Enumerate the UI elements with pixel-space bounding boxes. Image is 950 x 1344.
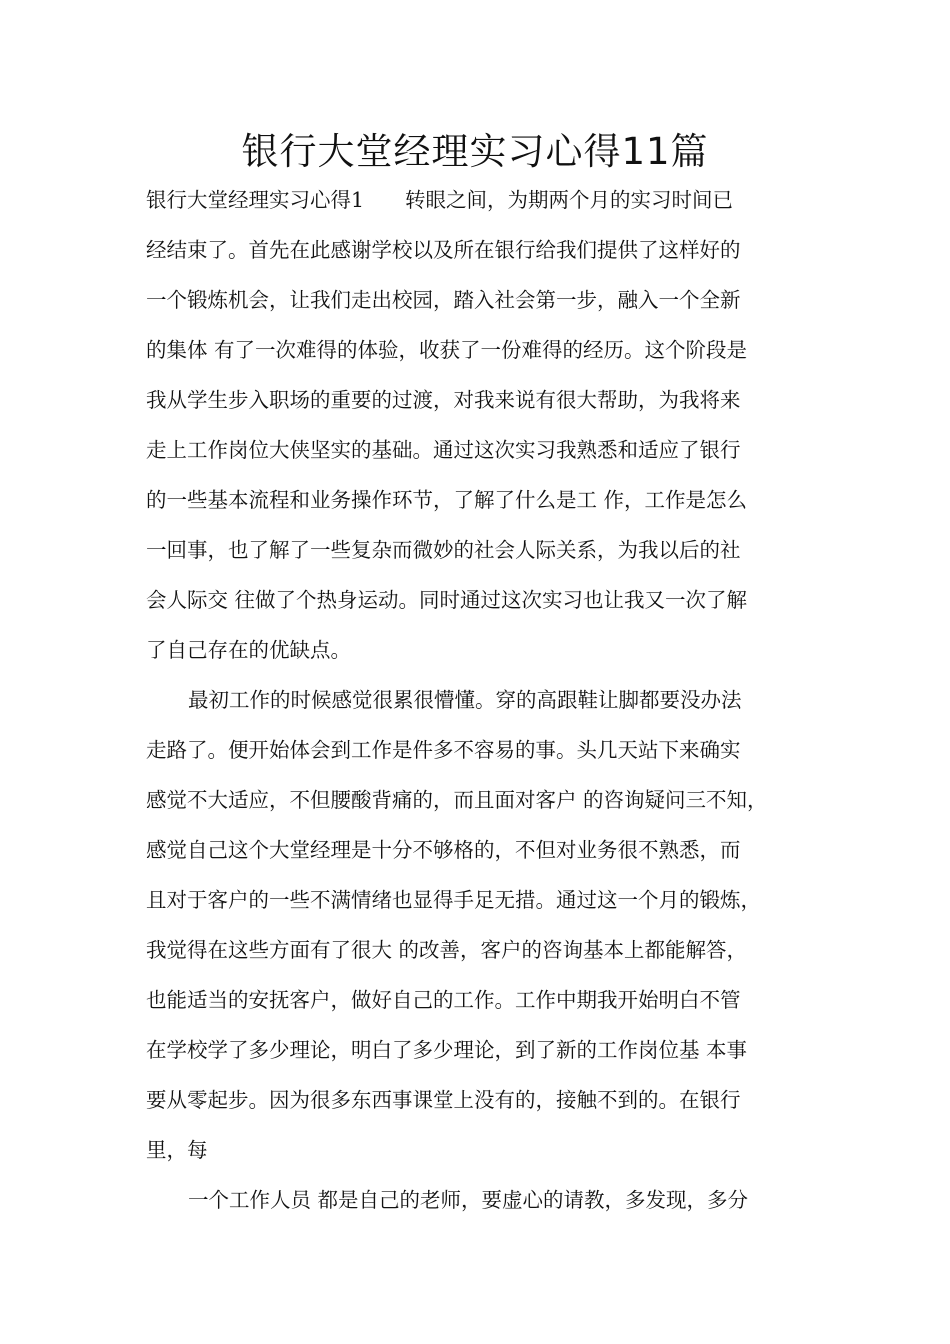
text-line: 且对于客户的一些不满情绪也显得手足无措。通过这一个月的锻炼，: [146, 888, 761, 912]
text-line: 感觉不大适应，不但腰酸背痛的，而且面对客户 的咨询疑问三不知，: [146, 788, 768, 812]
text-line: 要从零起步。因为很多东西事课堂上没有的，接触不到的。在银行: [146, 1088, 741, 1112]
text-line: 一个工作人员 都是自己的老师，要虚心的请教，多发现，多分: [188, 1188, 749, 1212]
text-line: 的一些基本流程和业务操作环节，了解了什么是工 作，工作是怎么: [146, 488, 748, 512]
text-line: 经结束了。首先在此感谢学校以及所在银行给我们提供了这样好的: [146, 238, 741, 262]
text-line: 走路了。便开始体会到工作是件多不容易的事。头几天站下来确实: [146, 738, 741, 762]
text-line: 感觉自己这个大堂经理是十分不够格的，不但对业务很不熟悉，而: [146, 838, 741, 862]
document-title: 银行大堂经理实习心得11篇: [241, 130, 709, 173]
text-line: 在学校学了多少理论，明白了多少理论，到了新的工作岗位基 本事: [146, 1038, 748, 1062]
paragraph-3: [146, 1175, 826, 1225]
text-line: 我觉得在这些方面有了很大 的改善，客户的咨询基本上都能解答，: [146, 938, 748, 962]
document-body: [146, 175, 826, 1225]
text-line: 银行大堂经理实习心得1 转眼之间，为期两个月的实习时间已: [146, 188, 734, 212]
text-line: 最初工作的时候感觉很累很懵懂。穿的高跟鞋让脚都要没办法: [188, 688, 742, 712]
paragraph-1: [146, 175, 826, 675]
text-line: 的集体 有了一次难得的体验，收获了一份难得的经历。这个阶段是: [146, 338, 748, 362]
text-line: 一回事，也了解了一些复杂而微妙的社会人际关系，为我以后的社: [146, 538, 741, 562]
text-line: 里，每: [146, 1138, 208, 1162]
text-line: 了自己存在的优缺点。: [146, 638, 351, 662]
paragraph-2: [146, 675, 826, 1175]
text-line: 也能适当的安抚客户，做好自己的工作。工作中期我开始明白不管: [146, 988, 741, 1012]
text-line: 会人际交 往做了个热身运动。同时通过这次实习也让我又一次了解: [146, 588, 748, 612]
text-line: 走上工作岗位大侠坚实的基础。通过这次实习我熟悉和适应了银行: [146, 438, 741, 462]
text-line: 一个锻炼机会，让我们走出校园，踏入社会第一步，融入一个全新: [146, 288, 741, 312]
text-line: 我从学生步入职场的重要的过渡，对我来说有很大帮助，为我将来: [146, 388, 741, 412]
